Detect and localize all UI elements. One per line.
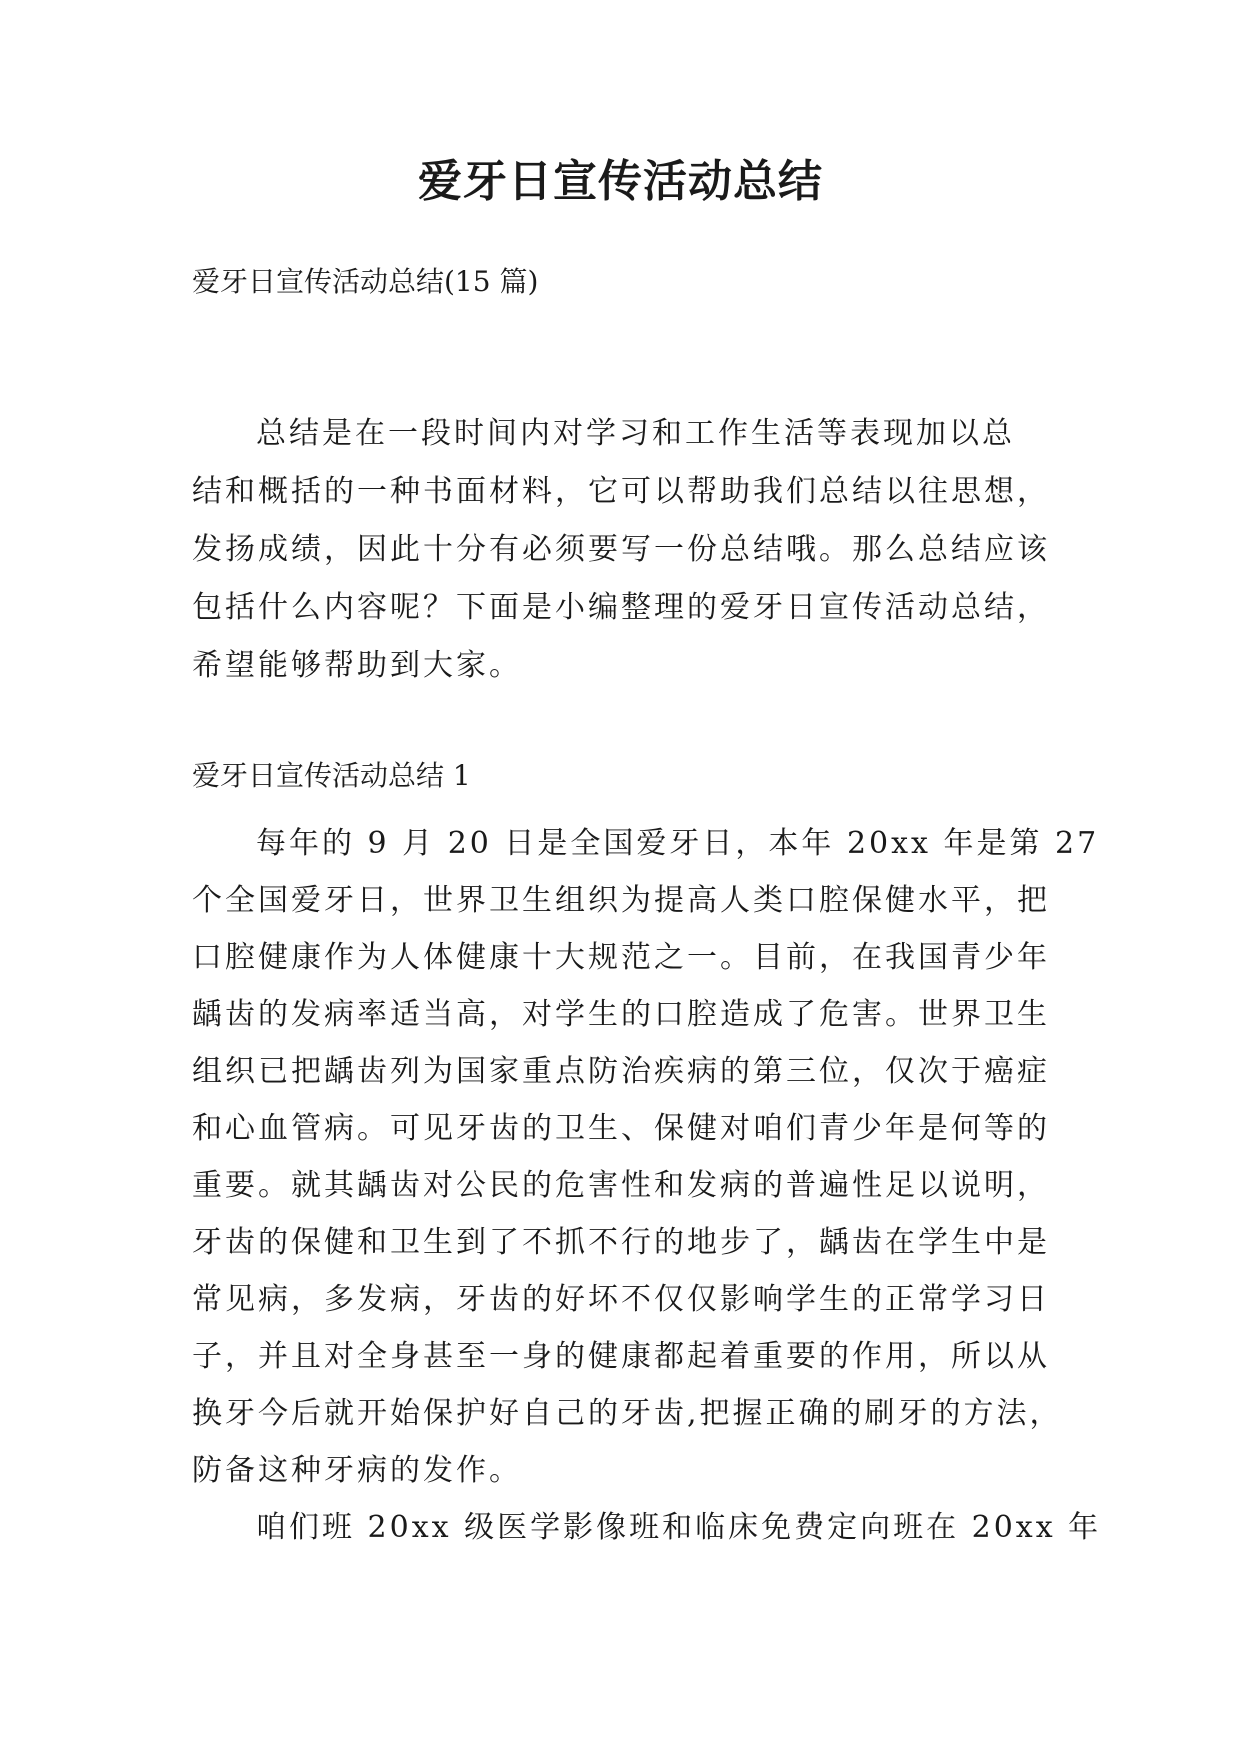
- section-heading: 爱牙日宣传活动总结 1: [192, 759, 471, 792]
- body-line: 常见病，多发病，牙齿的好坏不仅仅影响学生的正常学习日: [192, 1282, 1050, 1317]
- body-line: 组织已把龋齿列为国家重点防治疾病的第三位，仅次于癌症: [192, 1054, 1050, 1089]
- body-line: 个全国爱牙日，世界卫生组织为提高人类口腔保健水平，把: [192, 883, 1050, 918]
- body-line: 重要。就其龋齿对公民的危害性和发病的普遍性足以说明，: [192, 1168, 1050, 1203]
- body-line: 换牙今后就开始保护好自己的牙齿,把握正确的刷牙的方法，: [192, 1396, 1063, 1431]
- body-line: 牙齿的保健和卫生到了不抓不行的地步了，龋齿在学生中是: [192, 1225, 1050, 1260]
- intro-line: 包括什么内容呢？下面是小编整理的爱牙日宣传活动总结，: [192, 590, 1050, 625]
- intro-paragraph: [192, 405, 1062, 695]
- body-line: 每年的 9 月 20 日是全国爱牙日，本年 20xx 年是第 27: [256, 826, 1100, 861]
- section-body: [192, 815, 1102, 1556]
- document-subtitle: 爱牙日宣传活动总结(15 篇): [192, 265, 539, 298]
- intro-line: 结和概括的一种书面材料，它可以帮助我们总结以往思想，: [192, 474, 1050, 509]
- body-paragraph: [192, 815, 1100, 1499]
- body-line: 龋齿的发病率适当高，对学生的口腔造成了危害。世界卫生: [192, 997, 1050, 1032]
- body-line: 口腔健康作为人体健康十大规范之一。目前，在我国青少年: [192, 940, 1050, 975]
- body-line: 子，并且对全身甚至一身的健康都起着重要的作用，所以从: [192, 1339, 1050, 1374]
- document-title: 爱牙日宣传活动总结: [418, 156, 823, 207]
- body-line: 咱们班 20xx 级医学影像班和临床免费定向班在 20xx 年: [256, 1510, 1102, 1545]
- body-line: 防备这种牙病的发作。: [192, 1453, 522, 1488]
- intro-line: 总结是在一段时间内对学习和工作生活等表现加以总: [256, 416, 1015, 451]
- intro-line: 发扬成绩，因此十分有必须要写一份总结哦。那么总结应该: [192, 532, 1050, 567]
- body-line: 和心血管病。可见牙齿的卫生、保健对咱们青少年是何等的: [192, 1111, 1050, 1146]
- intro-line: 希望能够帮助到大家。: [192, 648, 522, 683]
- body-paragraph: [192, 1499, 1102, 1556]
